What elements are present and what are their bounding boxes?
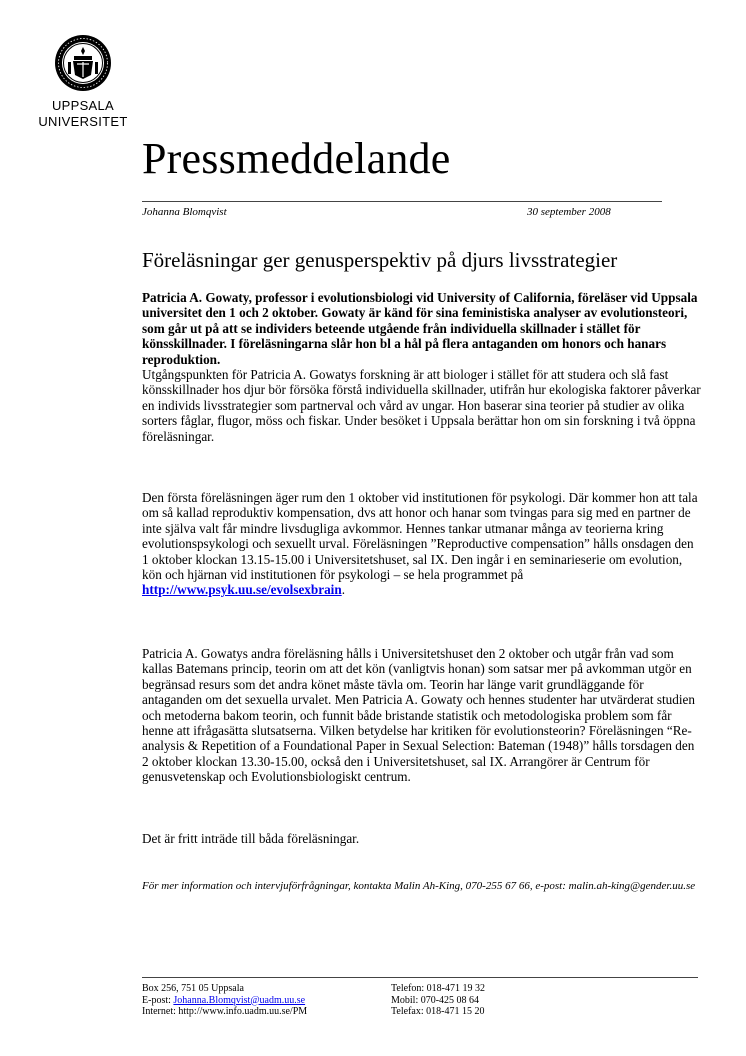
contact-info: För mer information och intervjuförfrågningar, kontakta Malin Ah-King, 070-255 67 66, e-post: malin.ah-king@gender.uu.se <box>142 880 696 892</box>
footer-phone: Telefon: 018-471 19 32 <box>391 983 486 994</box>
footer-address-block <box>142 983 307 1018</box>
program-link[interactable]: http://www.psyk.uu.se/evolsexbrain <box>142 582 342 598</box>
body-paragraph-2-text: Den första föreläsningen äger rum den 1 oktober vid institutionen för psykologi. Där kommer hon att tala om så kallad reproduktiv kompensation, dvs att honor och hanar som tvingas para sig med en partner de inte själva valt får mindre livsdugliga avkommor. Hennes tankar utmanar många av teorierna kring evolutionspsykologi och sexuellt urval. Föreläsningen ”Reproductive compensation” hålls onsdagen den 1 oktober klockan 13.15-15.00 i Universitetshuset, sal IX. Den ingår i en seminarieserie om evolution, kön och hjärnan vid institutionen för psykologi – se hela programmet på <box>142 490 698 583</box>
body-paragraph-2-end: . <box>341 582 345 598</box>
university-logo <box>38 34 128 130</box>
university-name-line1: UPPSALA <box>51 98 115 113</box>
body-paragraph-3: Patricia A. Gowatys andra föreläsning hålls i Universitetshuset den 2 oktober och utgår från vad som kallas Batemans princip, teorin om att det kön (vanligtvis honan) som satsar mer på avkomman utgör en begränsad resurs som det andra könet måste tävla om. Teorin har länge varit grundläggande för antaganden om det sexuella urvalet. Men Patricia A. Gowaty och hennes studenter har utvärderat studien och metoderna bakom teorin, och funnit både bristande statistik och metodologiska problem som får henne att ifrågasätta slutsatserna. Vilken betydelse har kritiken för evolutionsteorin? Föreläsningen “Re-analysis & Repetition of a Foundational Paper in Sexual Selection: Bateman (1948)” hålls torsdagen den 2 oktober klockan 13.30-15.00, också den i Universitetshuset, sal IX. Arrangörer är Centrum för genusvetenskap och Evolutionsbiologiskt centrum. <box>142 646 695 785</box>
lead-paragraph: Patricia A. Gowaty, professor i evolutionsbiologi vid University of California, föreläser vid Uppsala universitet den 1 och 2 oktober. Gowaty är känd för sina feministiska analyser av evolutionsteori, som går ut på att se individers beteende utgående från individuella skillnader i stället för könsskillnader. I föreläsningarna slår hon bl a hål på flera antaganden om honors och hanars reproduktion. <box>142 290 698 367</box>
uppsala-seal-icon <box>54 34 112 92</box>
footer-phone-block <box>391 983 485 1018</box>
footer-mobile: Mobil: 070-425 08 64 <box>391 994 480 1006</box>
footer-email-line <box>142 995 307 1007</box>
footer-email-link[interactable]: Johanna.Blomqvist@uadm.uu.se <box>173 994 306 1006</box>
university-name-line2: UNIVERSITET <box>38 114 128 129</box>
article-headline: Föreläsningar ger genusperspektiv på djurs livsstrategier <box>142 248 618 272</box>
footer-email-label: E-post: <box>142 994 174 1006</box>
page-title: Pressmeddelande <box>142 134 451 183</box>
footer-divider <box>142 977 698 978</box>
body-paragraph-4: Det är fritt inträde till båda föreläsningar. <box>142 831 360 846</box>
footer-fax: Telefax: 018-471 15 20 <box>391 1006 485 1017</box>
header-divider <box>142 201 662 202</box>
footer-internet: Internet: http://www.info.uadm.uu.se/PM <box>142 1006 308 1017</box>
body-paragraph-1: Utgångspunkten för Patricia A. Gowatys forskning är att biologer i stället för att studera och slå fast könsskillnader hos djur bör försöka förstå individuella skillnader, utifrån hur ekologiska faktorer påverkar en individs livsstrategier som partnerval och vård av ungar. Hon baserar sina teorier på studier av olika sorters fåglar, flugor, möss och fiskar. Under besöket i Uppsala berättar hon om sin forskning i två öppna föreläsningar. <box>142 367 701 444</box>
body-paragraph-2 <box>142 490 702 598</box>
author: Johanna Blomqvist <box>142 206 227 218</box>
footer-address: Box 256, 751 05 Uppsala <box>142 983 244 994</box>
publish-date: 30 september 2008 <box>527 206 611 218</box>
